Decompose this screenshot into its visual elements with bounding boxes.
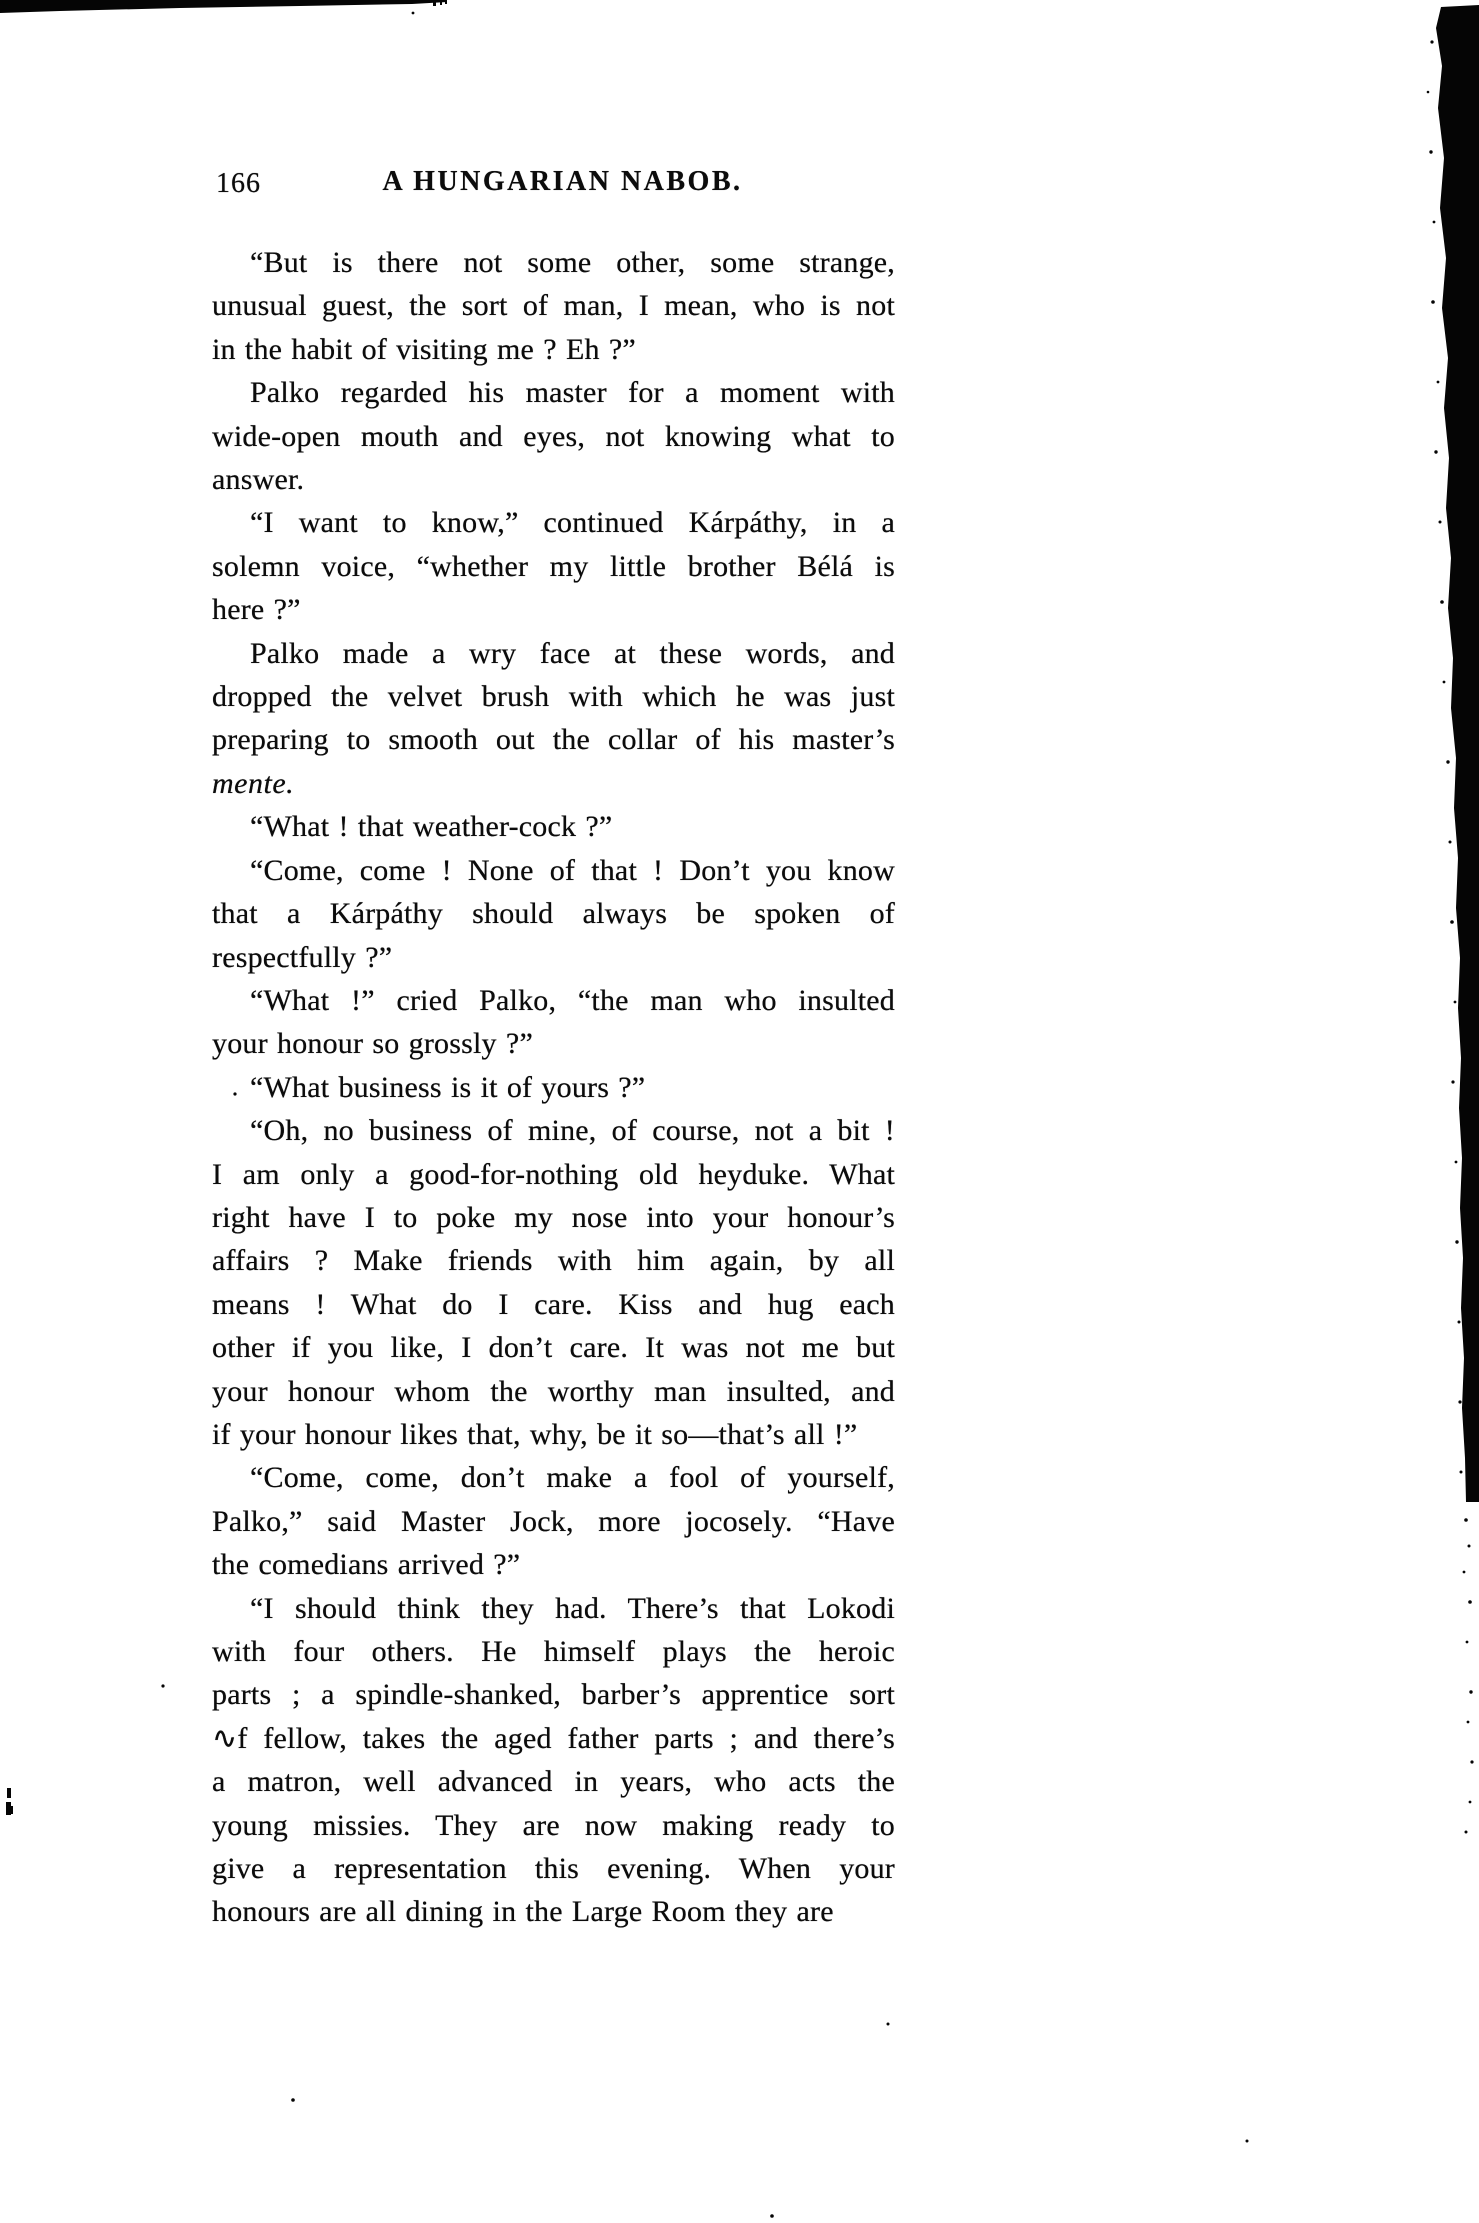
paragraph: [212, 805, 895, 848]
text-line: with four others. He himself plays the heroic: [212, 1635, 895, 1668]
text-line: young missies. They are now making ready to: [212, 1808, 895, 1842]
text-line: give a representation this evening. When your: [212, 1852, 895, 1886]
scan-artifact-top-edge: [0, 0, 447, 13]
text-line: mente.: [212, 766, 295, 800]
text-line: I am only a good-for-nothing old heyduke. What: [212, 1157, 895, 1191]
text-line: right have I to poke my nose into your honour’s: [212, 1200, 895, 1234]
paragraph: [212, 849, 895, 979]
text-line: respectfully ?”: [212, 940, 393, 974]
text-line: “Come, come ! None of that ! Don’t you know: [250, 853, 895, 887]
text-line: “I want to know,” continued Kárpáthy, in a: [250, 506, 895, 540]
text-line: parts ; a spindle-shanked, barber’s apprentice sort: [212, 1678, 895, 1712]
text-line: Palko made a wry face at these words, and: [250, 636, 895, 670]
text-line: “Oh, no business of mine, of course, not a bit !: [250, 1114, 895, 1148]
text-line: “What !” cried Palko, “the man who insulted: [250, 983, 895, 1017]
text-line: honours are all dining in the Large Room they are: [212, 1895, 834, 1929]
text-line: “I should think they had. There’s that Lokodi: [250, 1591, 895, 1625]
text-line: other if you like, I don’t care. It was not me but: [212, 1331, 895, 1365]
text-line: affairs ? Make friends with him again, by all: [212, 1244, 895, 1278]
text-line: preparing to smooth out the collar of his master’s: [212, 723, 895, 757]
running-header: [212, 166, 895, 206]
text-line: ∿f fellow, takes the aged father parts ; and there’s: [212, 1721, 895, 1755]
paragraph: [212, 241, 895, 371]
paragraph: [212, 632, 895, 806]
text-line: dropped the velvet brush with which he was just: [212, 680, 895, 714]
text-line: your honour whom the worthy man insulted, and: [212, 1374, 895, 1408]
text-line: the comedians arrived ?”: [212, 1548, 521, 1582]
paragraph: [212, 1587, 895, 1934]
text-line: Palko,” said Master Jock, more jocosely. “Have: [212, 1504, 895, 1538]
paragraph: [212, 371, 895, 501]
paragraph: [212, 1109, 895, 1456]
text-line: your honour so grossly ?”: [212, 1027, 533, 1061]
page-title: A HUNGARIAN NABOB.: [382, 166, 743, 197]
text-line: unusual guest, the sort of man, I mean, who is not: [212, 289, 895, 323]
paragraph: [212, 501, 895, 631]
text-line: wide-open mouth and eyes, not knowing what to: [212, 419, 895, 453]
text-line: if your honour likes that, why, be it so—that’s all !”: [212, 1417, 858, 1451]
text-line: solemn voice, “whether my little brother Bélá is: [212, 549, 895, 583]
scan-artifact-right-band: [1427, 5, 1479, 1834]
paragraph: [212, 1066, 895, 1109]
text-line: in the habit of visiting me ? Eh ?”: [212, 332, 636, 366]
text-line: “But is there not some other, some strange,: [250, 246, 895, 279]
paragraph: [212, 1456, 895, 1586]
text-line: “What ! that weather-cock ?”: [250, 810, 613, 844]
page-number: 166: [216, 168, 261, 199]
paragraph: [212, 979, 895, 1066]
text-line: a matron, well advanced in years, who acts the: [212, 1765, 895, 1799]
text-line: here ?”: [212, 593, 301, 627]
text-line: Palko regarded his master for a moment with: [250, 376, 895, 410]
text-line: means ! What do I care. Kiss and hug each: [212, 1287, 895, 1321]
text-line: “Come, come, don’t make a fool of yourself,: [250, 1461, 895, 1495]
text-body: [212, 241, 895, 1934]
text-line: that a Kárpáthy should always be spoken of: [212, 897, 895, 931]
text-line: answer.: [212, 463, 305, 497]
text-line: “What business is it of yours ?”: [250, 1070, 646, 1104]
